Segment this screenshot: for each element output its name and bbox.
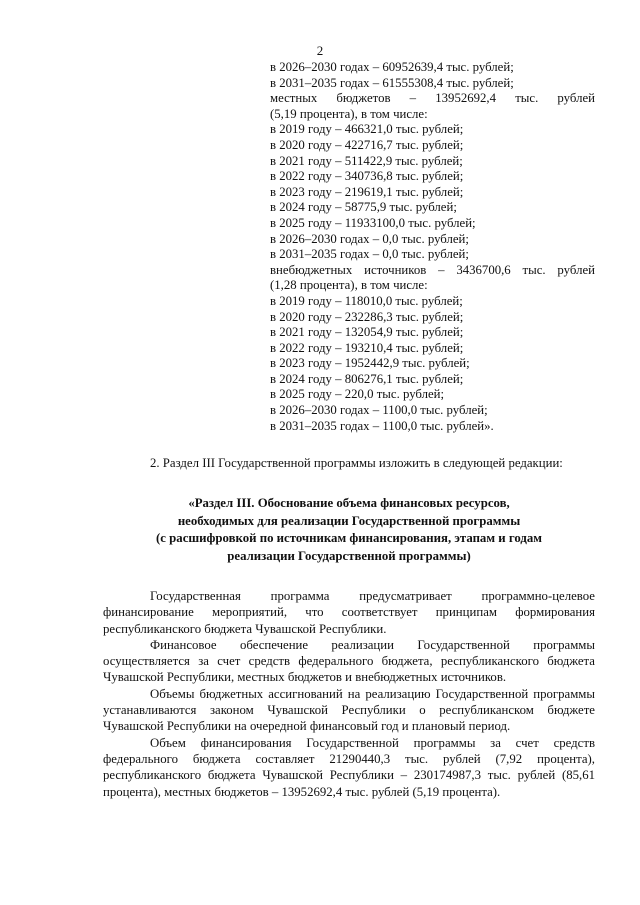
list-line: в 2022 году – 193210,4 тыс. рублей; bbox=[270, 340, 464, 355]
list-line: в 2026–2030 годах – 0,0 тыс. рублей; bbox=[270, 231, 469, 246]
list-line: (5,19 процента), в том числе: bbox=[270, 106, 428, 121]
body-paragraph: Государственная программа предусматривает программно-целевое финансирование мероприятий, что соответствует принципам формирования республиканского бюджета Чувашской Республики. bbox=[103, 589, 595, 636]
page-number: 2 bbox=[316, 43, 324, 58]
heading-line: (с расшифровкой по источникам финансирования, этапам и годам bbox=[156, 531, 542, 545]
list-line: в 2031–2035 годах – 1100,0 тыс. рублей». bbox=[270, 418, 494, 433]
section-heading bbox=[103, 495, 595, 565]
list-line: в 2022 году – 340736,8 тыс. рублей; bbox=[270, 169, 464, 184]
body-text bbox=[103, 588, 595, 800]
list-line: в 2024 году – 806276,1 тыс. рублей; bbox=[270, 371, 464, 386]
heading-line: «Раздел III. Обоснование объема финансовых ресурсов, bbox=[188, 496, 510, 510]
list-line: в 2026–2030 годах – 1100,0 тыс. рублей; bbox=[270, 403, 488, 418]
list-line: в 2021 году – 511422,9 тыс. рублей; bbox=[270, 153, 463, 168]
body-paragraph: Финансовое обеспечение реализации Государственной программы осуществляется за счет средств федерального бюджета, республиканского бюджета Чувашской Республики, местных бюджетов и внебюджетных источников. bbox=[103, 637, 595, 685]
instruction-text: 2. Раздел III Государственной программы изложить в следующей редакции: bbox=[150, 456, 563, 470]
list-line: внебюджетных источников – 3436700,6 тыс. рублей bbox=[270, 262, 595, 277]
body-paragraph: Объемы бюджетных ассигнований на реализацию Государственной программы устанавливаются законом Чувашской Республики о республиканском бюджете Чувашской Республики на очередной финансовый год и плановый период. bbox=[103, 686, 595, 734]
list-line: местных бюджетов – 13952692,4 тыс. рублей bbox=[270, 91, 595, 106]
list-line: в 2025 году – 220,0 тыс. рублей; bbox=[270, 387, 445, 402]
list-line: в 2020 году – 232286,3 тыс. рублей; bbox=[270, 309, 464, 324]
list-line: в 2019 году – 466321,0 тыс. рублей; bbox=[270, 122, 464, 137]
list-line: в 2020 году – 422716,7 тыс. рублей; bbox=[270, 137, 464, 152]
list-line: в 2021 году – 132054,9 тыс. рублей; bbox=[270, 325, 464, 340]
list-line: в 2024 году – 58775,9 тыс. рублей; bbox=[270, 200, 457, 215]
body-paragraph: Объем финансирования Государственной программы за счет средств федерального бюджета составляет 21290440,3 тыс. рублей (7,92 процента), республиканского бюджета Чувашской Республики – 230174987,3 тыс. рублей (85,61 процента), местных бюджетов – 13952692,4 тыс. рублей (5,19 процента). bbox=[103, 735, 595, 799]
funding-list bbox=[270, 60, 595, 434]
list-line: в 2023 году – 1952442,9 тыс. рублей; bbox=[270, 356, 470, 371]
list-line: в 2019 году – 118010,0 тыс. рублей; bbox=[270, 293, 463, 308]
list-line: в 2025 году – 11933100,0 тыс. рублей; bbox=[270, 215, 476, 230]
list-line: (1,28 процента), в том числе: bbox=[270, 278, 428, 293]
list-line: в 2023 году – 219619,1 тыс. рублей; bbox=[270, 184, 464, 199]
heading-line: реализации Государственной программы) bbox=[227, 548, 471, 563]
instruction-paragraph bbox=[103, 455, 595, 471]
list-line: в 2031–2035 годах – 61555308,4 тыс. рублей; bbox=[270, 75, 514, 90]
list-line: в 2031–2035 годах – 0,0 тыс. рублей; bbox=[270, 247, 469, 262]
heading-line: необходимых для реализации Государственной программы bbox=[177, 513, 521, 528]
list-line: в 2026–2030 годах – 60952639,4 тыс. рублей; bbox=[270, 60, 514, 74]
